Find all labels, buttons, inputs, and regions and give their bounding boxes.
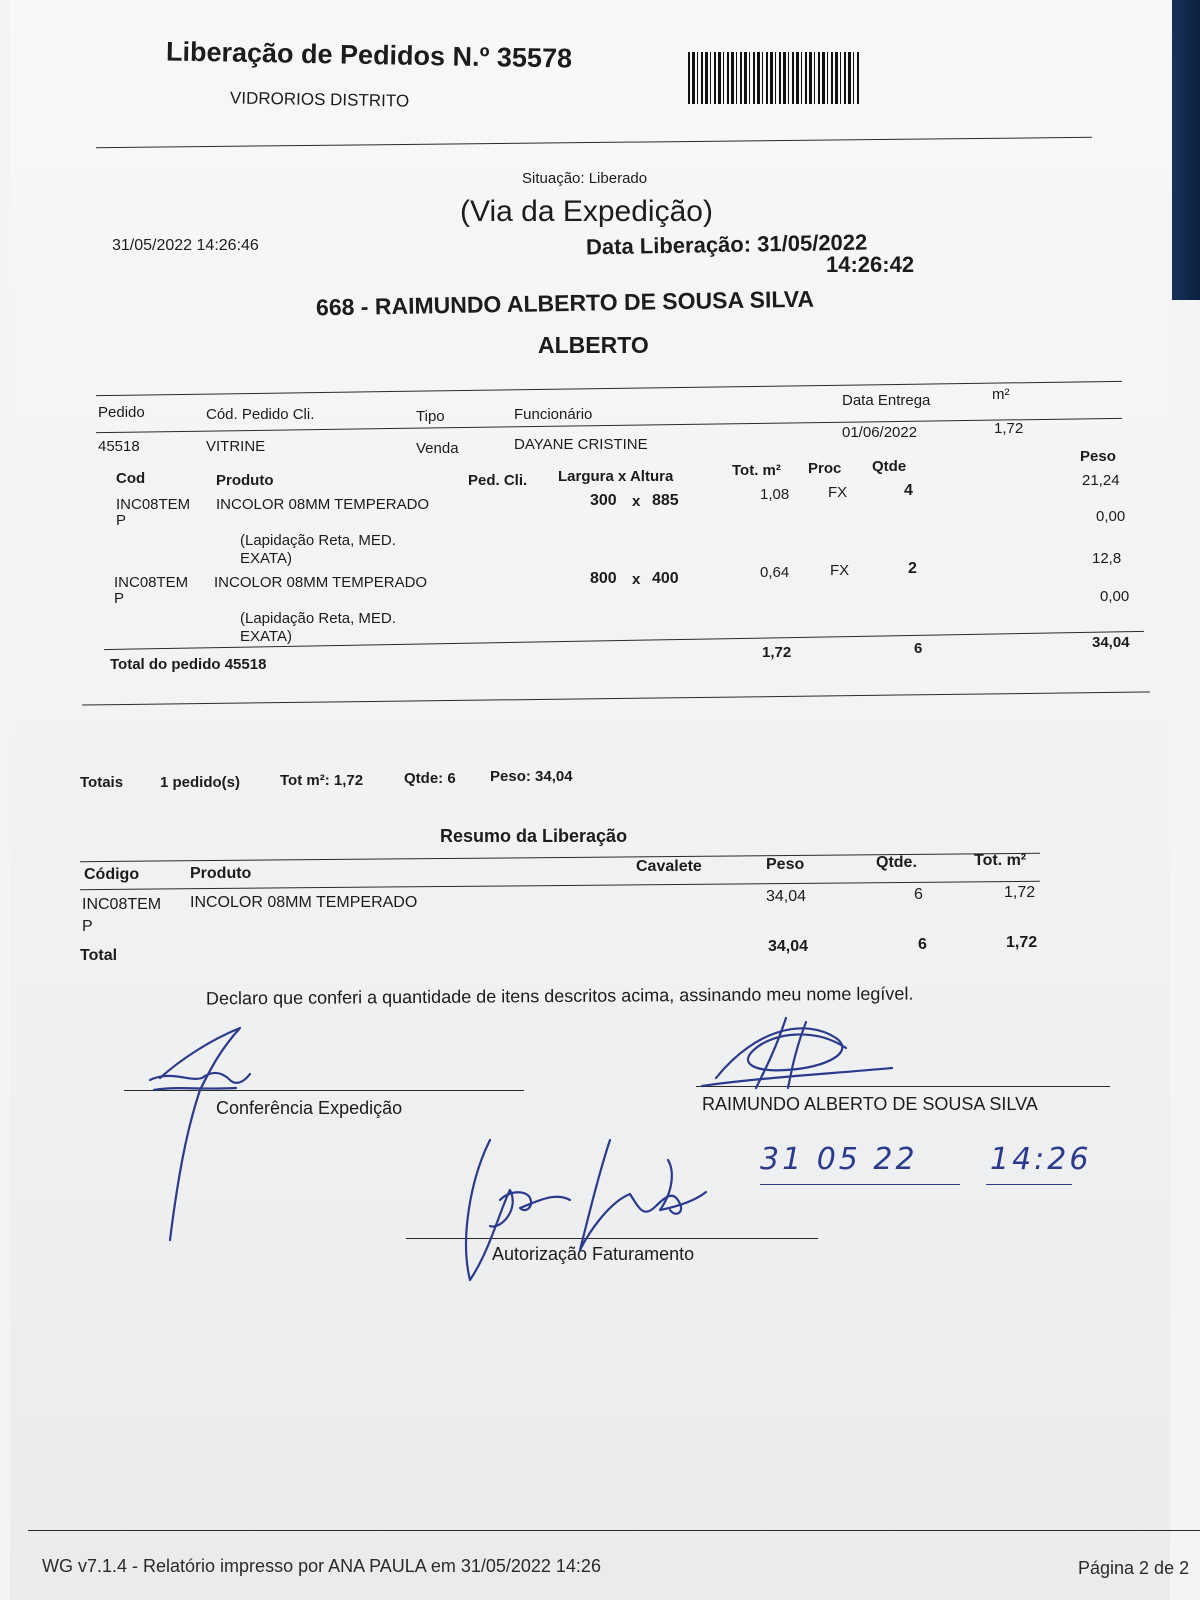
resumo-row-tot-m2: 1,72 (1004, 884, 1036, 901)
header-m2: m² (992, 386, 1010, 403)
item1-proc: FX (828, 484, 848, 501)
item2-cod: INC08TEM (114, 574, 189, 591)
item1-lapidacao: (Lapidação Reta, MED. EXATA) (240, 532, 396, 567)
item1-qtde: 4 (904, 482, 913, 499)
resumo-row-codigo-cont: P (82, 918, 93, 935)
item2-lapidacao: (Lapidação Reta, MED. EXATA) (240, 610, 396, 645)
item1-peso2: 0,00 (1096, 508, 1126, 525)
item2-proc: FX (830, 562, 850, 579)
resumo-header-produto: Produto (190, 865, 252, 882)
footer-left: WG v7.1.4 - Relatório impresso por ANA PAULA em 31/05/2022 14:26 (42, 1556, 601, 1576)
barcode (688, 52, 860, 104)
item2-cod-cont: P (114, 590, 125, 607)
label-conferencia: Conferência Expedição (216, 1098, 403, 1118)
item-header-produto: Produto (216, 472, 274, 489)
resumo-row-codigo: INC08TEM (82, 896, 162, 913)
situacao-label: Situação: Liberado (522, 170, 648, 187)
value-pedido: 45518 (98, 438, 140, 455)
item-header-largura-altura: Largura x Altura (558, 468, 674, 485)
handwritten-date-underline (760, 1184, 960, 1185)
totais-qtde: Qtde: 6 (404, 770, 456, 787)
item1-peso: 21,24 (1082, 472, 1120, 489)
totais-label: Totais (80, 774, 124, 791)
client-name: 668 - RAIMUNDO ALBERTO DE SOUSA SILVA (315, 285, 815, 321)
background-edge (1172, 0, 1200, 300)
item-header-proc: Proc (808, 460, 842, 477)
footer-page-number: Página 2 de 2 (1078, 1558, 1190, 1578)
header-data-entrega: Data Entrega (842, 392, 931, 409)
item2-peso: 12,8 (1092, 550, 1122, 567)
order-total-m2: 1,72 (762, 644, 792, 661)
data-liberacao: Data Liberação: 31/05/2022 (585, 229, 868, 260)
printed-datetime: 31/05/2022 14:26:46 (112, 237, 259, 254)
value-m2: 1,72 (994, 420, 1024, 437)
item1-x: x (632, 493, 641, 510)
handwritten-date: 31 05 22 (760, 1142, 918, 1177)
order-total-peso: 34,04 (1092, 634, 1130, 651)
resumo-header-codigo: Código (84, 866, 140, 883)
label-autorizacao: Autorização Faturamento (492, 1244, 695, 1264)
client-name-cont: ALBERTO (538, 332, 649, 358)
value-cod-pedido-cli: VITRINE (206, 438, 266, 455)
handwritten-time: 14:26 (990, 1142, 1092, 1177)
item-header-peso: Peso (1080, 448, 1116, 465)
signature-autorizacao (430, 1130, 710, 1290)
resumo-header-cavalete: Cavalete (636, 858, 702, 875)
resumo-header-peso: Peso (766, 856, 805, 873)
value-tipo: Venda (416, 440, 459, 457)
declaration-text: Declaro que conferi a quantidade de itens descritos acima, assinando meu nome legível. (205, 983, 914, 1009)
resumo-row-qtde: 6 (914, 886, 923, 903)
header-cod-pedido-cli: Cód. Pedido Cli. (206, 406, 315, 423)
data-liberacao-time: 14:26:42 (826, 252, 915, 277)
header-tipo: Tipo (416, 408, 445, 425)
resumo-header-tot-m2: Tot. m² (974, 852, 1027, 869)
item-header-qtde: Qtde (872, 458, 907, 475)
item2-altura: 400 (652, 570, 679, 587)
item2-largura: 800 (590, 570, 617, 587)
order-total-label: Total do pedido 45518 (110, 656, 267, 673)
resumo-total-tot-m2: 1,72 (1006, 934, 1038, 951)
header-pedido: Pedido (98, 404, 145, 421)
resumo-row-produto: INCOLOR 08MM TEMPERADO (190, 894, 418, 911)
order-total-qtde: 6 (914, 640, 923, 657)
resumo-total-peso: 34,04 (768, 938, 809, 955)
value-funcionario: DAYANE CRISTINE (514, 436, 648, 453)
item1-altura: 885 (652, 492, 679, 509)
label-cliente: RAIMUNDO ALBERTO DE SOUSA SILVA (702, 1094, 1038, 1114)
item2-qtde: 2 (908, 560, 917, 577)
resumo-total-label: Total (80, 947, 118, 964)
value-data-entrega: 01/06/2022 (842, 424, 918, 441)
item2-tot-m2: 0,64 (760, 564, 790, 581)
item1-cod-cont: P (116, 512, 127, 529)
totais-peso: Peso: 34,04 (490, 768, 573, 785)
item2-produto: INCOLOR 08MM TEMPERADO (214, 574, 428, 591)
signature-cliente (696, 1008, 896, 1098)
item2-x: x (632, 571, 641, 588)
document-title: Liberação de Pedidos N.º 35578 (165, 36, 573, 74)
via-label: (Via da Expedição) (460, 195, 713, 228)
item-header-ped-cli: Ped. Cli. (468, 472, 528, 489)
item1-tot-m2: 1,08 (760, 486, 790, 503)
item1-produto: INCOLOR 08MM TEMPERADO (216, 496, 430, 513)
footer-rule (28, 1530, 1200, 1531)
handwritten-time-underline (986, 1184, 1072, 1185)
resumo-header-qtde: Qtde. (876, 854, 917, 871)
totais-m2: Tot m²: 1,72 (280, 772, 364, 789)
resumo-row-peso: 34,04 (766, 888, 807, 905)
company-name: VIDRORIOS DISTRITO (229, 88, 410, 111)
item2-peso2: 0,00 (1100, 588, 1130, 605)
signature-conferencia (140, 1020, 260, 1250)
resumo-total-qtde: 6 (918, 936, 927, 953)
header-funcionario: Funcionário (514, 406, 593, 423)
item1-cod: INC08TEM (116, 496, 191, 513)
item-header-cod: Cod (116, 470, 146, 487)
item1-largura: 300 (590, 492, 617, 509)
item-header-tot-m2: Tot. m² (732, 462, 781, 479)
totais-pedidos: 1 pedido(s) (160, 774, 241, 791)
resumo-title: Resumo da Liberação (440, 826, 628, 846)
